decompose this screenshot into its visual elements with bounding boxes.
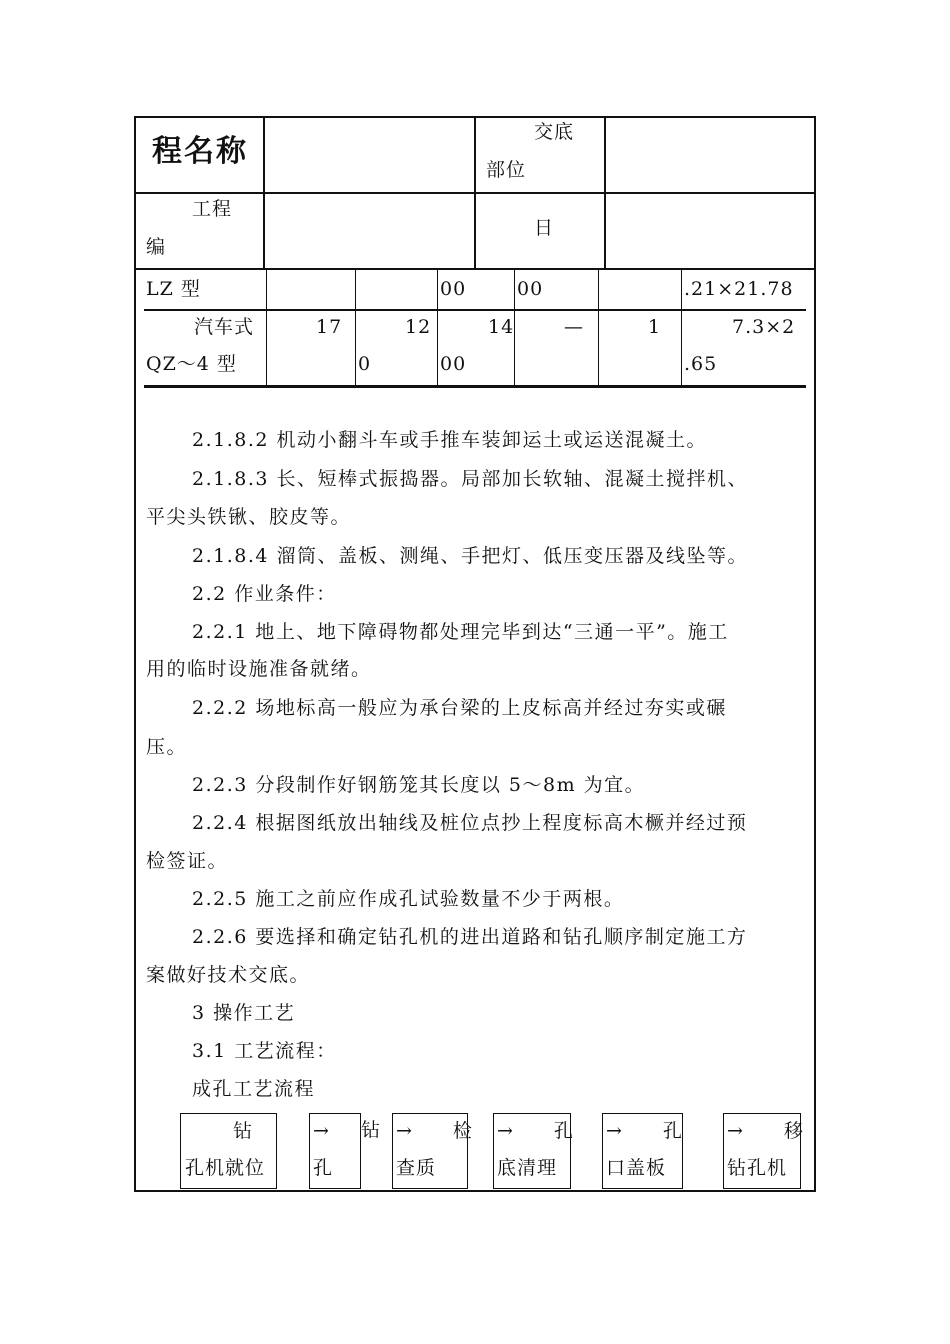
paragraph-text: 2.2.6 要选择和确定钻孔机的进出道路和钻孔顺序制定施工方 [192, 926, 748, 948]
equipment-cell: 14 [488, 316, 515, 338]
flow-step-box [392, 1113, 473, 1189]
flow-arrow: → [313, 1120, 330, 1142]
flow-step-text: 钻孔机 [727, 1157, 788, 1179]
paragraph-text: 压。 [146, 736, 188, 758]
project-no-label: 工程 [192, 198, 233, 220]
equipment-row-divider [144, 309, 806, 311]
flow-step-text: 孔机就位 [185, 1157, 266, 1179]
paragraph-text: 2.2.2 场地标高一般应为承台梁的上皮标高并经过夯实或碾 [192, 697, 727, 719]
paragraph-text: 用的临时设施准备就绪。 [146, 658, 372, 680]
equipment-cell: 17 [316, 316, 343, 338]
equipment-table-bottom [144, 385, 806, 388]
flow-step-text: → 移 [727, 1120, 804, 1142]
equipment-model: LZ 型 [146, 278, 201, 300]
flow-step-text: → 孔 [606, 1120, 683, 1142]
paragraph-text: 2.2.4 根据图纸放出轴线及桩位点抄上程度标高木橛并经过预 [192, 812, 748, 834]
flow-step-text: 孔 [313, 1157, 334, 1179]
disclosure-part-label: 部位 [486, 159, 527, 181]
equipment-cell: 00 [517, 278, 544, 300]
paragraph-text: 2.2.5 施工之前应作成孔试验数量不少于两根。 [192, 888, 625, 910]
disclosure-part-label: 交底 [534, 121, 575, 143]
equipment-cell: 00 [440, 278, 467, 300]
flow-step-text: 钻 [233, 1120, 254, 1142]
date-label: 日 [534, 217, 555, 239]
paragraph-text: 案做好技术交底。 [146, 964, 311, 986]
equipment-model: QZ～4 型 [146, 353, 237, 375]
flow-step-text: 底清理 [497, 1157, 558, 1179]
flow-title: 成孔工艺流程 [192, 1078, 316, 1100]
project-name-label: 程名称 [152, 134, 248, 169]
flow-step-box [180, 1113, 277, 1189]
flow-step-text: 钻 [361, 1119, 382, 1141]
equipment-cell: .21×21.78 [684, 278, 794, 300]
flow-step-box [493, 1113, 574, 1189]
equipment-model: 汽车式 [194, 316, 255, 338]
paragraph-text: 2.2.1 地上、地下障碍物都处理完毕到达“三通一平”。施工 [192, 621, 729, 643]
section-heading: 2.2 作业条件： [192, 583, 337, 605]
equipment-cell: 7.3×2 [732, 316, 796, 338]
equipment-cell: .65 [684, 353, 718, 375]
section-heading: 3 操作工艺 [192, 1002, 296, 1024]
column-divider [263, 116, 265, 269]
column-divider [355, 270, 356, 386]
equipment-cell: 12 [405, 316, 432, 338]
column-divider [474, 116, 476, 269]
paragraph-text: 2.2.3 分段制作好钢筋笼其长度以 5～8m 为宜。 [192, 774, 646, 796]
equipment-cell: 1 [648, 316, 662, 338]
flow-step-box [602, 1113, 683, 1189]
equipment-cell: — [564, 316, 584, 338]
flow-step-text: → 检 [396, 1120, 473, 1142]
paragraph-text: 2.1.8.4 溜筒、盖板、测绳、手把灯、低压变压器及线坠等。 [192, 545, 749, 567]
column-divider [266, 270, 267, 386]
column-divider [437, 270, 438, 386]
paragraph-text: 2.1.8.2 机动小翻斗车或手推车装卸运土或运送混凝土。 [192, 429, 708, 451]
project-no-label: 编 [146, 236, 167, 258]
flow-step-box [723, 1113, 804, 1189]
flow-step-text: → 孔 [497, 1120, 574, 1142]
column-divider [681, 270, 682, 386]
equipment-cell: 00 [440, 353, 467, 375]
section-heading: 3.1 工艺流程： [192, 1040, 337, 1062]
column-divider [598, 270, 599, 386]
equipment-cell: 0 [358, 353, 372, 375]
column-divider [604, 116, 606, 269]
flow-step-text: 查质 [396, 1157, 437, 1179]
paragraph-text: 检签证。 [146, 850, 229, 872]
flow-step-text: 口盖板 [606, 1157, 667, 1179]
paragraph-text: 平尖头铁锹、胶皮等。 [146, 506, 352, 528]
paragraph-text: 2.1.8.3 长、短棒式振捣器。局部加长软轴、混凝土搅拌机、 [192, 468, 749, 490]
flow-step-box [309, 1113, 361, 1189]
